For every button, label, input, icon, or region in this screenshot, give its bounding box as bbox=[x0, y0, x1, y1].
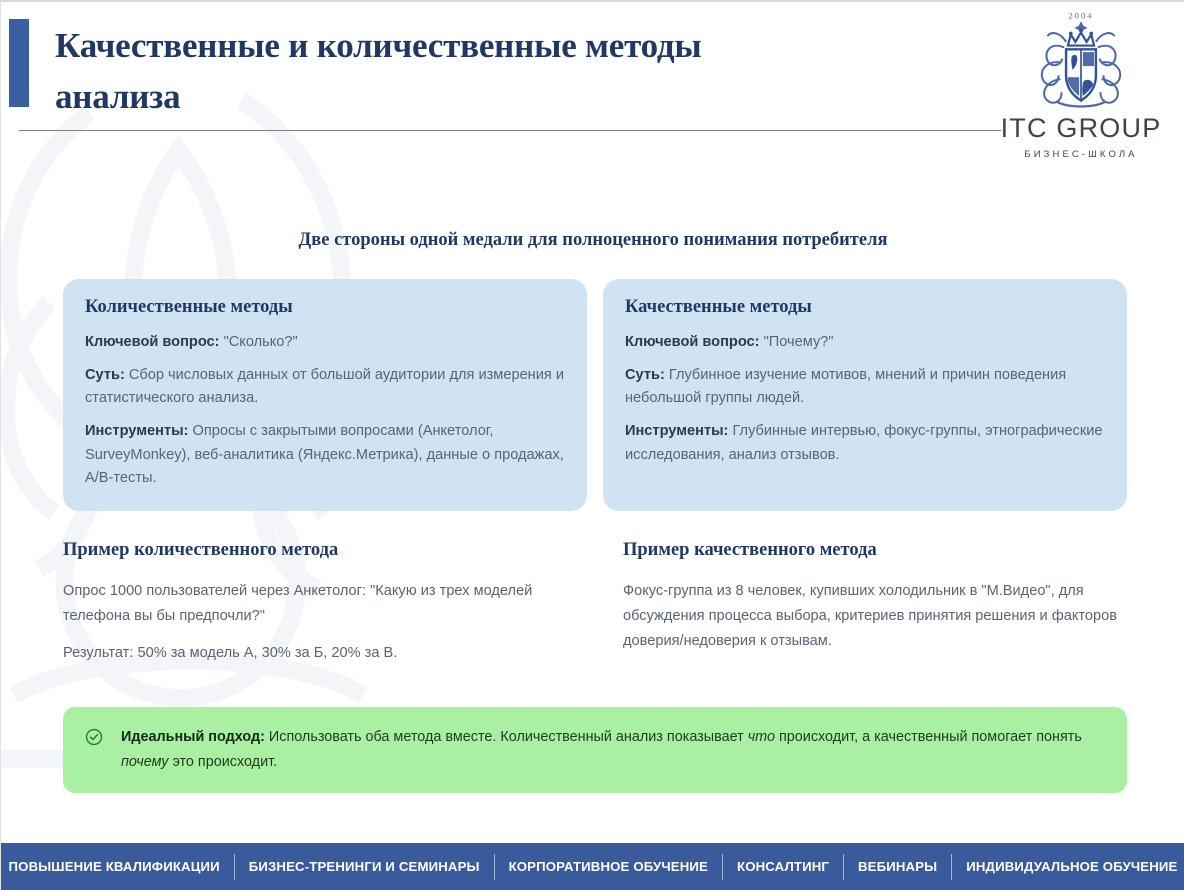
footer-item-business-trainings[interactable]: БИЗНЕС-ТРЕНИНГИ И СЕМИНАРЫ bbox=[248, 859, 480, 874]
card-row bbox=[85, 331, 565, 355]
header-divider bbox=[19, 130, 1001, 131]
check-circle-icon bbox=[85, 728, 103, 746]
example-paragraph: Результат: 50% за модель А, 30% за Б, 20% за В. bbox=[63, 645, 398, 662]
card-row-text: Глубинное изучение мотивов, мнений и причин поведения небольшой группы людей. bbox=[625, 366, 1067, 407]
example-qualitative bbox=[623, 540, 1127, 666]
brand-logo bbox=[996, 8, 1166, 160]
card-quantitative bbox=[63, 279, 587, 511]
page-title: Качественные и количественные методы анализа bbox=[55, 26, 702, 117]
callout-emphasis-what: что bbox=[747, 729, 775, 745]
card-row bbox=[85, 364, 565, 411]
example-paragraph: Фокус-группа из 8 человек, купивших холодильник в "М.Видео", для обсуждения процесса выбора, критериев принятия решения и факторов доверия/недоверия к отзывам. bbox=[623, 583, 1118, 650]
footer-item-consulting[interactable]: КОНСАЛТИНГ bbox=[737, 859, 829, 874]
title-accent-bar bbox=[9, 19, 29, 107]
footer-divider bbox=[843, 854, 844, 880]
card-row-label: Инструменты: bbox=[625, 422, 729, 439]
card-title: Количественные методы bbox=[85, 297, 293, 317]
callout-emphasis-why: почему bbox=[121, 753, 169, 770]
footer-item-corporate-training[interactable]: КОРПОРАТИВНОЕ ОБУЧЕНИЕ bbox=[508, 859, 708, 874]
logo-tagline: БИЗНЕС-ШКОЛА bbox=[1024, 149, 1138, 160]
card-row-text: Глубинные интервью, фокус-группы, этнографические исследования, анализ отзывов. bbox=[625, 422, 1103, 463]
callout-part1: Использовать оба метода вместе. Количественный анализ показывает bbox=[264, 729, 748, 745]
callout-part2: происходит, а качественный помогает понять bbox=[774, 729, 1082, 745]
card-row bbox=[625, 364, 1105, 411]
card-title: Качественные методы bbox=[625, 297, 812, 317]
crest-icon bbox=[1025, 8, 1137, 113]
card-row-text: Сбор числовых данных от большой аудитории для измерения и статистического анализа. bbox=[85, 366, 564, 407]
example-quantitative bbox=[63, 540, 607, 666]
methods-card-group bbox=[63, 279, 1127, 511]
card-row-label: Суть: bbox=[85, 366, 125, 383]
card-row bbox=[625, 331, 1105, 355]
footer-nav bbox=[1, 843, 1184, 890]
example-title: Пример количественного метода bbox=[63, 540, 339, 560]
footer-item-individual-training[interactable]: ИНДИВИДУАЛЬНОЕ ОБУЧЕНИЕ bbox=[966, 859, 1178, 874]
card-row-label: Суть: bbox=[625, 366, 665, 383]
footer-item-qualification[interactable]: ПОВЫШЕНИЕ КВАЛИФИКАЦИИ bbox=[8, 859, 220, 874]
card-row-text: "Почему?" bbox=[759, 334, 834, 350]
callout-label: Идеальный подход: bbox=[121, 729, 265, 745]
ideal-approach-callout bbox=[63, 707, 1127, 793]
example-paragraph: Опрос 1000 пользователей через Анкетолог: "Какую из трех моделей телефона вы бы предпочли?" bbox=[63, 583, 533, 625]
svg-text:2004: 2004 bbox=[1068, 11, 1094, 21]
card-row-label: Инструменты: bbox=[85, 422, 189, 439]
card-row bbox=[625, 420, 1105, 467]
callout-text bbox=[121, 725, 1103, 775]
card-row bbox=[85, 420, 565, 491]
callout-part3: это происходит. bbox=[168, 753, 278, 770]
card-row-text: Опросы с закрытыми вопросами (Анкетолог, SurveyMonkey), веб-аналитика (Яндекс.Метрика), данные о продажах, A/B-тесты. bbox=[85, 422, 564, 487]
card-qualitative bbox=[603, 279, 1127, 511]
footer-divider bbox=[722, 854, 723, 880]
card-row-label: Ключевой вопрос: bbox=[625, 334, 760, 350]
card-row-label: Ключевой вопрос: bbox=[85, 334, 220, 350]
example-title: Пример качественного метода bbox=[623, 540, 877, 560]
footer-divider bbox=[234, 854, 235, 880]
slide-subtitle: Две стороны одной медали для полноценного понимания потребителя bbox=[298, 230, 888, 250]
footer-divider bbox=[951, 854, 952, 880]
card-row-text: "Сколько?" bbox=[219, 334, 298, 350]
footer-divider bbox=[494, 854, 495, 880]
examples-group bbox=[63, 540, 1127, 666]
logo-name: ITC GROUP bbox=[1000, 113, 1162, 143]
footer-item-webinars[interactable]: ВЕБИНАРЫ bbox=[858, 859, 938, 874]
